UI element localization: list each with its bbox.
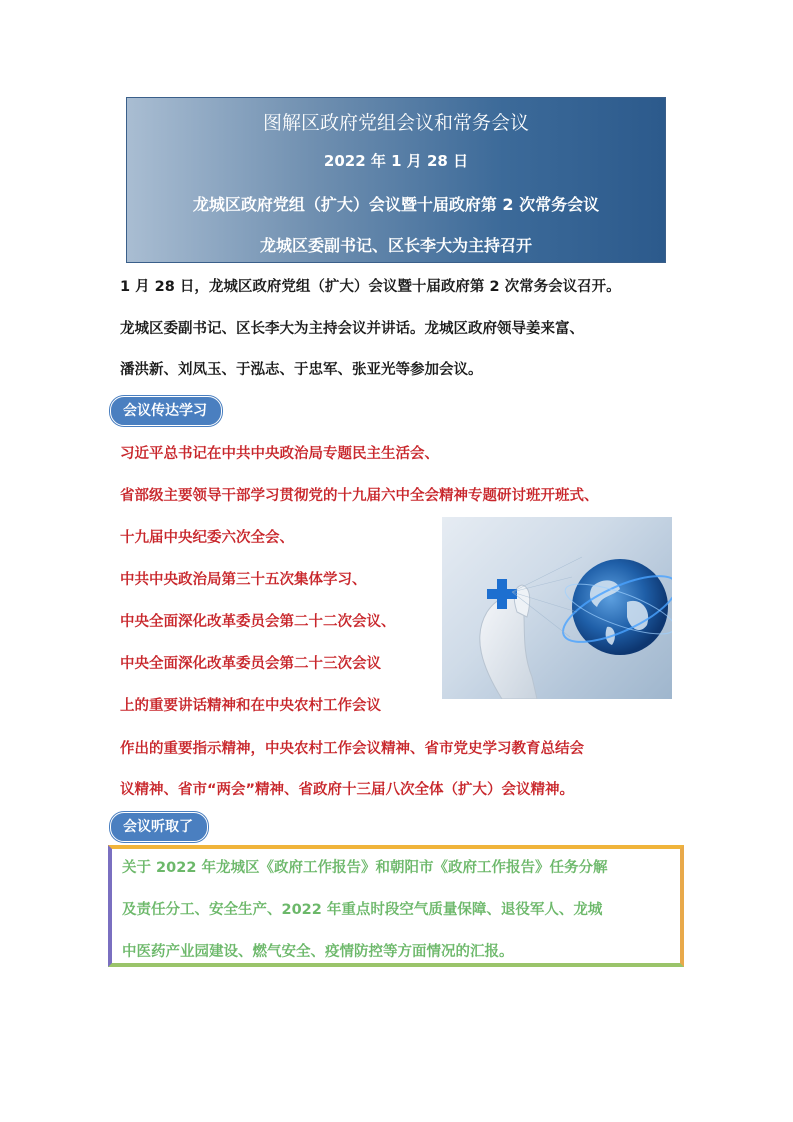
medical-globe-image [442, 517, 672, 699]
study-item: 十九届中央纪委六次全会、 [120, 530, 294, 546]
meeting-name: 龙城区政府党组（扩大）会议暨十届政府第 2 次常务会议 [192, 195, 600, 214]
intro-line: 潘洪新、刘凤玉、于泓志、于忠军、张亚光等参加会议。 [120, 362, 483, 378]
study-item: 习近平总书记在中共中央政治局专题民主生活会、 [120, 446, 439, 462]
study-item: 上的重要讲话精神和在中央农村工作会议 [120, 698, 381, 714]
study-item: 省部级主要领导干部学习贯彻党的十九届六中全会精神专题研讨班开班式、 [120, 488, 599, 504]
meeting-date: 2022 年 1 月 28 日 [323, 152, 469, 170]
report-line: 关于 2022 年龙城区《政府工作报告》和朝阳市《政府工作报告》任务分解 [122, 860, 608, 876]
study-item: 作出的重要指示精神，中央农村工作会议精神、省市党史学习教育总结会 [120, 741, 584, 757]
section-tag-heard: 会议听取了 [110, 812, 208, 842]
section-tag-study: 会议传达学习 [110, 396, 222, 426]
report-line: 及责任分工、安全生产、2022 年重点时段空气质量保障、退役军人、龙城 [122, 902, 603, 918]
study-item: 中共中央政治局第三十五次集体学习、 [120, 572, 367, 588]
report-line: 中医药产业园建设、燃气安全、疫情防控等方面情况的汇报。 [122, 944, 514, 960]
meeting-host: 龙城区委副书记、区长李大为主持召开 [259, 236, 532, 255]
study-item: 中央全面深化改革委员会第二十二次会议、 [120, 614, 396, 630]
study-item: 议精神、省市“两会”精神、省政府十三届八次全体（扩大）会议精神。 [120, 782, 575, 798]
study-item: 中央全面深化改革委员会第二十三次会议 [120, 656, 381, 672]
header-banner [126, 97, 666, 263]
page-title: 图解区政府党组会议和常务会议 [262, 112, 529, 134]
intro-line: 1 月 28 日，龙城区政府党组（扩大）会议暨十届政府第 2 次常务会议召开。 [120, 279, 621, 295]
intro-line: 龙城区委副书记、区长李大为主持会议并讲话。龙城区政府领导姜来富、 [120, 321, 584, 337]
